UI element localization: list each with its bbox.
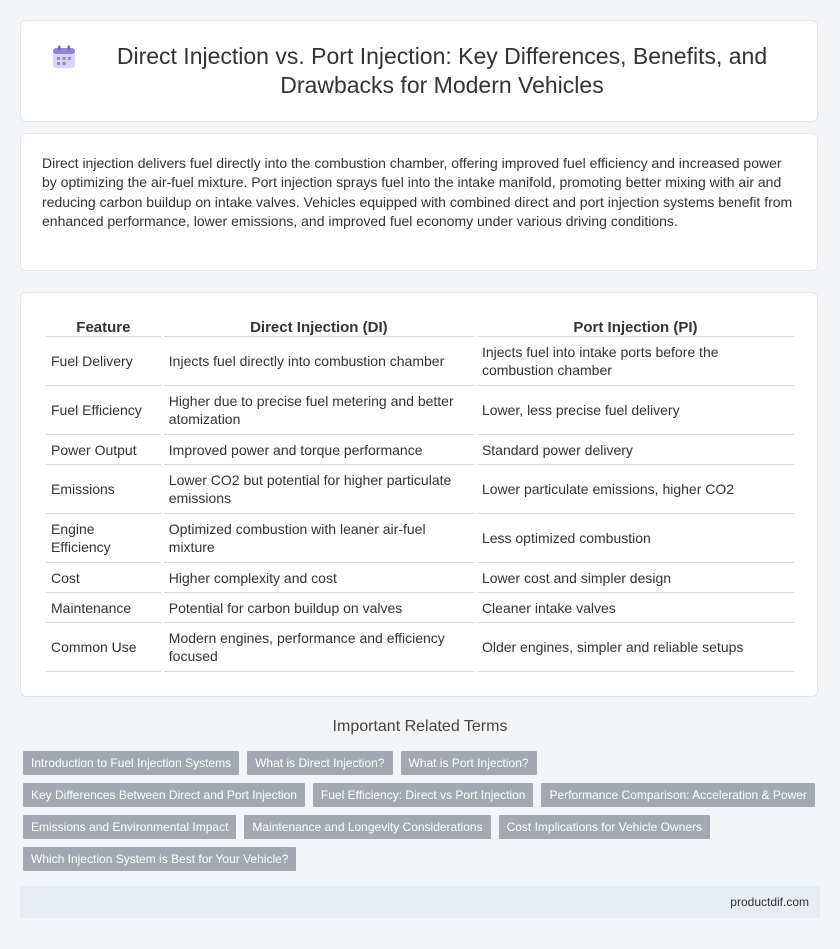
related-term-tag[interactable]: Performance Comparison: Acceleration & Power: [541, 783, 814, 807]
direct-cell: Higher due to precise fuel metering and better atomization: [164, 386, 474, 435]
feature-cell: Maintenance: [46, 593, 161, 623]
table-row: [46, 386, 794, 435]
feature-cell: Fuel Delivery: [46, 337, 161, 386]
port-cell: Cleaner intake valves: [477, 593, 794, 623]
port-cell: Lower, less precise fuel delivery: [477, 386, 794, 435]
calendar-icon: [51, 44, 77, 70]
related-terms-title: Important Related Terms: [332, 718, 508, 735]
table-row: [46, 593, 794, 623]
table-row: [46, 337, 794, 386]
direct-cell: Higher complexity and cost: [164, 563, 474, 593]
page-title: Direct Injection vs. Port Injection: Key Differences, Benefits, and Drawbacks for Modern Vehicles: [116, 43, 768, 98]
footer-site[interactable]: productdif.com: [730, 895, 809, 909]
port-cell: Lower particulate emissions, higher CO2: [477, 465, 794, 514]
related-term-tag[interactable]: Cost Implications for Vehicle Owners: [499, 815, 710, 839]
direct-cell: Injects fuel directly into combustion chamber: [164, 337, 474, 386]
comparison-card: [20, 292, 818, 697]
port-cell: Standard power delivery: [477, 435, 794, 465]
related-term-tag[interactable]: Which Injection System is Best for Your Vehicle?: [23, 847, 296, 871]
feature-cell: Emissions: [46, 465, 161, 514]
title-wrap: [21, 21, 817, 121]
header-port-injection: Port Injection (PI): [477, 314, 794, 337]
port-cell: Older engines, simpler and reliable setups: [477, 623, 794, 672]
related-terms-list: [23, 751, 823, 871]
table-row: [46, 465, 794, 514]
direct-cell: Modern engines, performance and efficiency focused: [164, 623, 474, 672]
feature-cell: Engine Efficiency: [46, 514, 161, 563]
direct-cell: Improved power and torque performance: [164, 435, 474, 465]
related-term-tag[interactable]: What is Direct Injection?: [247, 751, 392, 775]
title-card: [20, 20, 818, 122]
table-row: [46, 435, 794, 465]
port-cell: Injects fuel into intake ports before the combustion chamber: [477, 337, 794, 386]
table-row: [46, 623, 794, 672]
footer: [20, 886, 820, 918]
related-term-tag[interactable]: Fuel Efficiency: Direct vs Port Injection: [313, 783, 534, 807]
related-term-tag[interactable]: Introduction to Fuel Injection Systems: [23, 751, 239, 775]
related-term-tag[interactable]: What is Port Injection?: [401, 751, 537, 775]
related-term-tag[interactable]: Emissions and Environmental Impact: [23, 815, 236, 839]
port-cell: Less optimized combustion: [477, 514, 794, 563]
feature-cell: Fuel Efficiency: [46, 386, 161, 435]
direct-cell: Potential for carbon buildup on valves: [164, 593, 474, 623]
related-term-tag[interactable]: Key Differences Between Direct and Port Injection: [23, 783, 305, 807]
table-header-row: [46, 314, 794, 337]
comparison-table: [43, 314, 797, 672]
feature-cell: Common Use: [46, 623, 161, 672]
related-term-tag[interactable]: Maintenance and Longevity Considerations: [244, 815, 490, 839]
direct-cell: Lower CO2 but potential for higher particulate emissions: [164, 465, 474, 514]
intro-card: [20, 133, 818, 271]
port-cell: Lower cost and simpler design: [477, 563, 794, 593]
intro-paragraph: Direct injection delivers fuel directly into the combustion chamber, offering improved fuel efficiency and increased power by optimizing the air-fuel mixture. Port injection sprays fuel into the intake manifold, promoting better mixing with air and reducing carbon buildup on intake valves. Vehicles equipped with combined direct and port injection systems benefit from enhanced performance, lower emissions, and improved fuel economy under various driving conditions.: [42, 155, 793, 230]
header-direct-injection: Direct Injection (DI): [164, 314, 474, 337]
feature-cell: Power Output: [46, 435, 161, 465]
table-row: [46, 563, 794, 593]
header-feature: Feature: [46, 314, 161, 337]
table-row: [46, 514, 794, 563]
direct-cell: Optimized combustion with leaner air-fuel mixture: [164, 514, 474, 563]
feature-cell: Cost: [46, 563, 161, 593]
